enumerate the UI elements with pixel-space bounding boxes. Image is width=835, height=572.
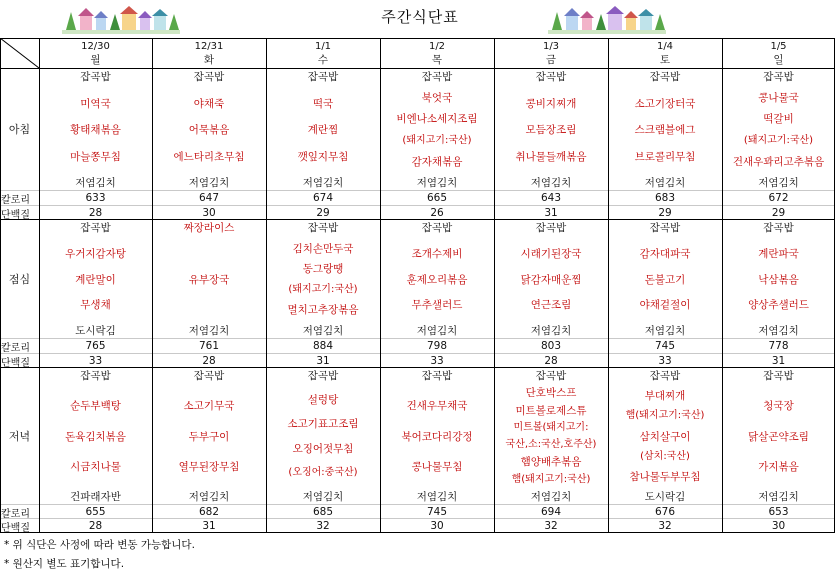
menu-item: 소고기무국 [183, 400, 235, 412]
menu-item: 감자채볶음 [411, 156, 463, 168]
menu-item: 돈불고기 [644, 274, 686, 286]
calorie-value: 745 [426, 506, 448, 518]
menu-item: 저염김치 [644, 325, 686, 337]
menu-item: 미역국 [80, 98, 111, 110]
meal-label: 저녁 [8, 429, 31, 443]
menu-item: 저염김치 [416, 491, 458, 503]
menu-item: 오징어젓무침 [292, 443, 354, 455]
menu-item: 건새우무채국 [406, 400, 468, 412]
meal-label: 점심 [8, 272, 31, 286]
menu-item: 햄(돼지고기:국산) [511, 474, 591, 485]
menu-item: (돼지고기:국산) [402, 135, 472, 146]
menu-item: 저염김치 [75, 177, 116, 189]
protein-value: 29 [658, 207, 672, 219]
village-illustration-right [548, 4, 666, 34]
menu-item: 가지볶음 [758, 461, 799, 473]
menu-item: 잡곡밥 [649, 71, 681, 83]
menu-item: 어묵볶음 [188, 124, 230, 136]
meal-label: 아침 [8, 123, 31, 136]
corner-diagonal [0, 38, 39, 68]
menu-item: 잡곡밥 [763, 370, 794, 382]
menu-item: 잡곡밥 [763, 222, 794, 234]
calorie-label: 칼로리 [1, 343, 30, 354]
grid-hline [0, 38, 835, 39]
calorie-value: 647 [198, 192, 220, 204]
protein-value: 28 [202, 355, 216, 367]
menu-item: 국산,소:국산,호주산) [505, 439, 597, 450]
menu-item: 시금치나물 [70, 461, 121, 473]
protein-label: 단백질 [1, 523, 30, 534]
menu-item: 콩나물국 [758, 92, 799, 104]
calorie-value: 653 [768, 506, 789, 518]
menu-item: 잡곡밥 [535, 71, 567, 83]
menu-item: 햄(돼지고기:국산) [625, 410, 705, 421]
menu-item: 훈제오리볶음 [406, 274, 468, 286]
menu-item: 저염김치 [188, 177, 230, 189]
calorie-value: 685 [312, 506, 334, 518]
menu-item: 떡갈비 [763, 113, 794, 125]
menu-item: 저염김치 [530, 177, 572, 189]
menu-item: 잡곡밥 [535, 222, 567, 234]
menu-item: 계란찜 [307, 124, 339, 136]
calorie-value: 665 [426, 192, 448, 204]
menu-item: 모듬장조림 [525, 124, 577, 136]
calorie-value: 694 [540, 506, 562, 518]
protein-value: 32 [316, 520, 330, 532]
menu-item: 감자대파국 [639, 248, 691, 260]
menu-item: 소고기표고조림 [287, 418, 359, 430]
menu-item: 잡곡밥 [421, 370, 453, 382]
menu-item: 저염김치 [416, 177, 458, 189]
menu-item: 잡곡밥 [307, 370, 339, 382]
calorie-value: 761 [198, 340, 220, 352]
day-date: 1/3 [542, 41, 560, 52]
calorie-value: 803 [540, 340, 562, 352]
menu-item: 두부구이 [188, 431, 230, 443]
menu-item: 저염김치 [758, 325, 799, 337]
menu-item: 잡곡밥 [80, 222, 111, 234]
menu-item: 잡곡밥 [763, 71, 794, 83]
menu-item: 무추샐러드 [411, 299, 463, 311]
menu-item: 멸치고추장볶음 [287, 304, 359, 316]
calorie-value: 683 [654, 192, 676, 204]
protein-value: 33 [88, 355, 103, 367]
menu-item: 열무된장무침 [178, 461, 240, 473]
menu-item: 북어코다리강정 [401, 431, 473, 443]
menu-item: 낙삼볶음 [758, 274, 799, 286]
menu-item: 시래기된장국 [520, 248, 582, 260]
menu-item: 저염김치 [188, 491, 230, 503]
calorie-label: 칼로리 [1, 195, 30, 206]
menu-item: 취나물들깨볶음 [515, 151, 587, 163]
menu-item: 무생채 [80, 299, 111, 311]
menu-item: 도시락김 [75, 325, 116, 337]
protein-value: 29 [771, 207, 786, 219]
calorie-value: 745 [654, 340, 676, 352]
day-date: 1/5 [770, 41, 787, 52]
calorie-value: 765 [85, 340, 106, 352]
calorie-value: 672 [768, 192, 789, 204]
day-name: 화 [203, 54, 215, 66]
calorie-label: 칼로리 [1, 509, 30, 520]
protein-value: 31 [316, 355, 330, 367]
menu-item: 마늘쫑무침 [70, 151, 121, 163]
calorie-value: 778 [768, 340, 789, 352]
protein-value: 28 [88, 207, 103, 219]
protein-value: 33 [430, 355, 444, 367]
menu-item: 참나물두부무침 [629, 471, 701, 483]
menu-item: 깻잎지무침 [297, 151, 349, 163]
menu-item: 잡곡밥 [307, 71, 339, 83]
day-date: 12/31 [194, 41, 224, 52]
menu-item: 저염김치 [758, 491, 799, 503]
calorie-value: 643 [540, 192, 562, 204]
menu-item: (오징어:중국산) [288, 467, 358, 478]
menu-item: 잡곡밥 [649, 222, 681, 234]
protein-value: 32 [658, 520, 672, 532]
menu-item: 잡곡밥 [307, 222, 339, 234]
menu-item: 삼치살구이 [639, 431, 691, 443]
menu-item: 잡곡밥 [421, 71, 453, 83]
menu-item: 잡곡밥 [421, 222, 453, 234]
menu-item: 에느타리초무침 [173, 151, 245, 163]
menu-item: 브로콜리무침 [634, 151, 696, 163]
menu-item: 콩나물무침 [411, 461, 463, 473]
menu-item: 짜장라이스 [183, 222, 235, 234]
protein-value: 28 [544, 355, 558, 367]
menu-item: 양상추샐러드 [748, 299, 809, 311]
menu-item: 계란파국 [758, 248, 799, 260]
protein-value: 31 [202, 520, 216, 532]
menu-item: 닭감자매운찜 [520, 274, 582, 286]
protein-label: 단백질 [1, 210, 30, 221]
day-date: 1/2 [428, 41, 446, 52]
protein-value: 28 [88, 520, 103, 532]
menu-item: 스크램블에그 [634, 124, 696, 136]
menu-item: 돈육김치볶음 [65, 431, 126, 443]
grid-hline [0, 68, 835, 69]
calorie-value: 655 [85, 506, 106, 518]
menu-item: 떡국 [312, 98, 334, 110]
day-name: 금 [545, 54, 557, 66]
menu-item: 조개수제비 [411, 248, 463, 260]
menu-item: 저염김치 [416, 325, 458, 337]
day-name: 목 [431, 54, 443, 66]
protein-label: 단백질 [1, 358, 30, 369]
menu-item: 야채죽 [193, 98, 225, 110]
day-name: 토 [659, 54, 671, 66]
village-illustration-left [62, 4, 180, 34]
menu-item: 저염김치 [302, 491, 344, 503]
protein-value: 26 [430, 207, 444, 219]
menu-item: 콩비지찌개 [525, 98, 577, 110]
menu-item: 저염김치 [758, 177, 799, 189]
day-name: 일 [773, 54, 784, 66]
menu-item: 잡곡밥 [535, 370, 567, 382]
calorie-value: 798 [426, 340, 448, 352]
day-name: 월 [90, 54, 101, 66]
menu-item: 미트볼(돼지고기: [513, 422, 589, 433]
protein-value: 31 [771, 355, 786, 367]
menu-item: 잡곡밥 [649, 370, 681, 382]
menu-item: 동그랑땡 [302, 263, 344, 275]
menu-item: (삼치:국산) [640, 451, 690, 462]
day-name: 수 [317, 54, 329, 66]
calorie-value: 674 [312, 192, 334, 204]
menu-item: 저염김치 [644, 177, 686, 189]
menu-item: 저염김치 [530, 325, 572, 337]
note-change: * 위 식단은 사정에 따라 변동 가능합니다. [4, 539, 195, 551]
calorie-value: 682 [198, 506, 220, 518]
protein-value: 30 [771, 520, 786, 532]
protein-value: 30 [430, 520, 444, 532]
day-date: 12/30 [81, 41, 110, 52]
calorie-value: 676 [654, 506, 676, 518]
menu-item: 햄양배추볶음 [520, 456, 582, 468]
menu-item: 저염김치 [530, 491, 572, 503]
menu-item: 비엔나소세지조림 [396, 113, 478, 125]
protein-value: 32 [544, 520, 558, 532]
menu-item: 건파래자반 [70, 491, 121, 503]
menu-item: 연근조림 [530, 299, 572, 311]
menu-item: 황태채볶음 [70, 124, 121, 136]
menu-item: 잡곡밥 [193, 71, 225, 83]
menu-item: 김치손만두국 [292, 243, 354, 255]
menu-item: 단호박스프 [525, 387, 577, 399]
menu-item: 야채겉절이 [639, 299, 691, 311]
menu-item: 저염김치 [302, 325, 344, 337]
menu-item: 우거지감자탕 [65, 248, 126, 260]
menu-item: 미트볼로제스튜 [515, 405, 587, 417]
note-origin: * 원산지 별도 표기합니다. [4, 558, 125, 570]
menu-item: 잡곡밥 [193, 370, 225, 382]
menu-item: 설렁탕 [307, 394, 339, 406]
day-date: 1/1 [314, 41, 332, 52]
menu-item: 잡곡밥 [80, 71, 111, 83]
menu-item: 저염김치 [188, 325, 230, 337]
page-title: 주간식단표 [381, 8, 459, 26]
menu-item: (돼지고기:국산) [743, 135, 814, 146]
day-date: 1/4 [656, 41, 674, 52]
menu-item: 북엇국 [421, 92, 453, 104]
menu-item: 잡곡밥 [80, 370, 111, 382]
menu-item: 유부장국 [188, 274, 230, 286]
calorie-value: 884 [312, 340, 334, 352]
protein-value: 30 [202, 207, 216, 219]
menu-item: 부대찌개 [644, 390, 686, 402]
menu-item: 도시락김 [644, 491, 686, 503]
protein-value: 31 [544, 207, 558, 219]
protein-value: 33 [658, 355, 672, 367]
menu-item: 청국장 [763, 400, 794, 412]
calorie-value: 633 [85, 192, 106, 204]
menu-item: (돼지고기:국산) [288, 284, 358, 295]
menu-item: 순두부백탕 [70, 400, 121, 412]
protein-value: 29 [316, 207, 330, 219]
menu-item: 건새우꽈리고추볶음 [732, 156, 825, 168]
menu-item: 닭살곤약조림 [748, 431, 809, 443]
menu-item: 저염김치 [302, 177, 344, 189]
menu-item: 소고기장터국 [634, 98, 696, 110]
menu-item: 계란말이 [75, 274, 116, 286]
